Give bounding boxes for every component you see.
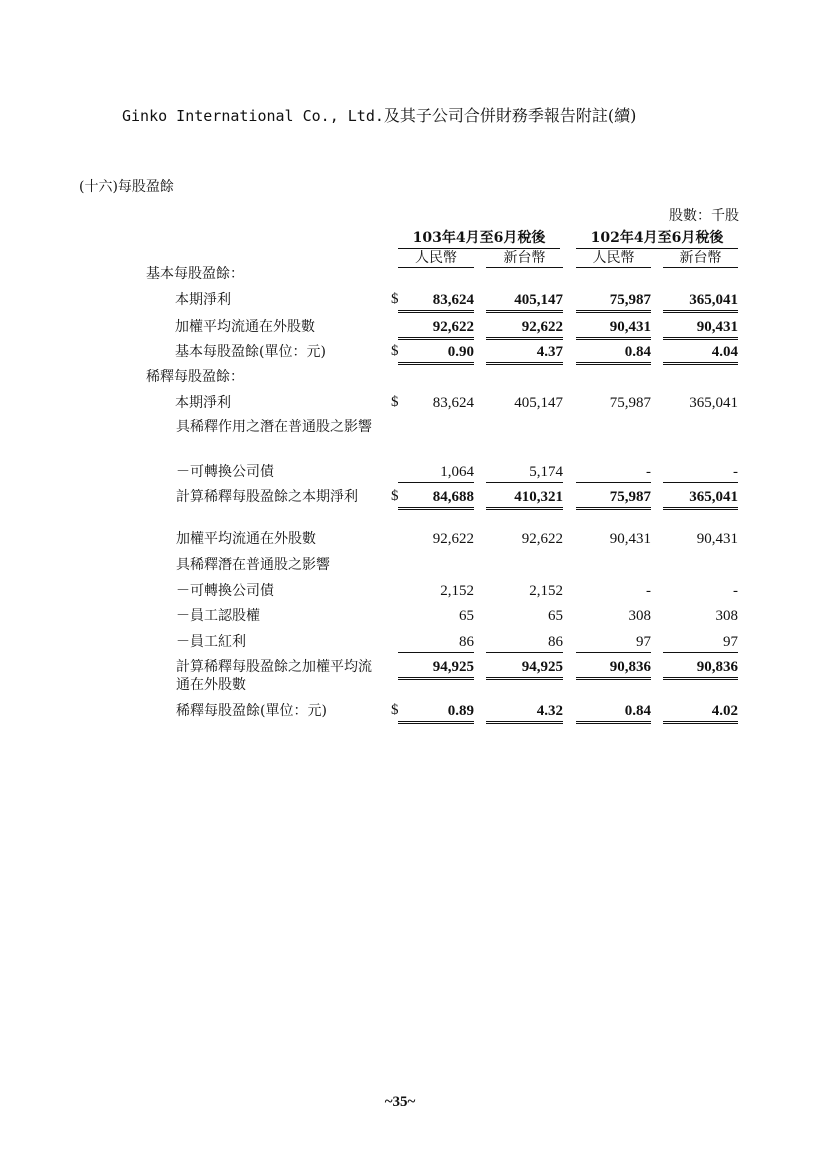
value-cell: 365,041 xyxy=(663,291,738,313)
row-label: 加權平均流通在外股數 xyxy=(176,531,316,547)
row-label: 稀釋每股盈餘： xyxy=(146,369,244,385)
row-label: 基本每股盈餘： xyxy=(146,266,244,282)
value-cell: 75,987 xyxy=(609,395,651,411)
value-cell: 65 xyxy=(459,608,474,624)
table-row xyxy=(0,556,827,578)
row-label: 本期淨利 xyxy=(175,292,231,308)
value-cell: 0.90 xyxy=(398,343,474,365)
period-header-103: 103年4月至6月稅後 xyxy=(398,227,560,249)
col-header-twd-102: 新台幣 xyxy=(663,247,738,268)
value-cell: 4.02 xyxy=(663,702,738,724)
col-header-rmb-102: 人民幣 xyxy=(576,247,651,268)
table-row xyxy=(0,658,827,693)
value-cell: - xyxy=(646,583,651,599)
period-header-102: 102年4月至6月稅後 xyxy=(576,227,738,249)
row-label: 稀釋每股盈餘(單位：元) xyxy=(176,703,327,719)
currency-symbol: $ xyxy=(391,488,399,504)
value-cell: 86 xyxy=(486,633,563,653)
row-label: 基本每股盈餘(單位：元) xyxy=(175,344,326,360)
value-cell: 65 xyxy=(548,608,563,624)
currency-symbol: $ xyxy=(391,343,399,359)
value-cell: 90,431 xyxy=(696,531,738,547)
table-row xyxy=(0,291,827,313)
row-label: －可轉換公司債 xyxy=(176,583,274,599)
table-row xyxy=(0,633,827,655)
value-cell: 90,836 xyxy=(576,658,651,680)
table-row xyxy=(0,530,827,552)
row-label: 計算稀釋每股盈餘之本期淨利 xyxy=(176,489,358,505)
value-cell: - xyxy=(663,463,738,483)
value-cell: 75,987 xyxy=(576,291,651,313)
value-cell: 92,622 xyxy=(486,318,563,340)
value-cell: 4.37 xyxy=(486,343,563,365)
value-cell: 90,431 xyxy=(663,318,738,340)
row-label: 計算稀釋每股盈餘之加權平均流通在外股數 xyxy=(176,659,372,693)
value-cell: 97 xyxy=(663,633,738,653)
currency-symbol: $ xyxy=(391,291,399,307)
value-cell: 90,431 xyxy=(576,318,651,340)
company-name-en: Ginko International Co., Ltd. xyxy=(122,107,384,125)
value-cell: 405,147 xyxy=(514,395,563,411)
value-cell: - xyxy=(576,463,651,483)
row-label: 加權平均流通在外股數 xyxy=(175,319,315,335)
row-label: －可轉換公司債 xyxy=(176,464,274,480)
value-cell: 4.32 xyxy=(486,702,563,724)
value-cell: 308 xyxy=(715,608,738,624)
value-cell: 1,064 xyxy=(398,463,474,483)
table-row xyxy=(0,607,827,629)
value-cell: 83,624 xyxy=(398,291,474,313)
value-cell: 83,624 xyxy=(432,395,474,411)
table-row xyxy=(0,394,827,416)
report-title-zh: 及其子公司合併財務季報告附註(續) xyxy=(383,106,637,125)
table-row xyxy=(0,368,827,390)
value-cell: 90,836 xyxy=(663,658,738,680)
page-number: ~35~ xyxy=(384,1094,416,1110)
row-label: －員工認股權 xyxy=(176,608,260,624)
value-cell: 75,987 xyxy=(576,488,651,510)
value-cell: 2,152 xyxy=(440,583,474,599)
value-cell: 5,174 xyxy=(486,463,563,483)
row-label: 本期淨利 xyxy=(175,395,231,411)
value-cell: 92,622 xyxy=(398,318,474,340)
value-cell: 308 xyxy=(628,608,651,624)
currency-symbol: $ xyxy=(391,702,399,718)
col-header-twd-103: 新台幣 xyxy=(486,247,563,268)
value-cell: 0.89 xyxy=(398,702,474,724)
section-title: (十六)每股盈餘 xyxy=(79,179,174,195)
table-row xyxy=(0,702,827,724)
value-cell: 92,622 xyxy=(432,531,474,547)
unit-note: 股數：千股 xyxy=(669,208,739,224)
col-header-rmb-103: 人民幣 xyxy=(398,247,474,268)
value-cell: - xyxy=(733,583,738,599)
value-cell: 365,041 xyxy=(689,395,738,411)
table-row xyxy=(0,418,827,440)
value-cell: 4.04 xyxy=(663,343,738,365)
value-cell: 90,431 xyxy=(609,531,651,547)
value-cell: 0.84 xyxy=(576,702,651,724)
value-cell: 405,147 xyxy=(486,291,563,313)
value-cell: 365,041 xyxy=(663,488,738,510)
value-cell: 2,152 xyxy=(529,583,563,599)
row-label: 具稀釋潛在普通股之影響 xyxy=(176,557,330,573)
table-row xyxy=(0,318,827,340)
value-cell: 84,688 xyxy=(398,488,474,510)
table-row xyxy=(0,582,827,604)
value-cell: 86 xyxy=(398,633,474,653)
currency-symbol: $ xyxy=(391,394,399,410)
report-header xyxy=(122,103,636,126)
value-cell: 410,321 xyxy=(486,488,563,510)
table-row xyxy=(0,463,827,485)
row-label: 具稀釋作用之潛在普通股之影響 xyxy=(176,419,372,435)
value-cell: 97 xyxy=(576,633,651,653)
table-row xyxy=(0,488,827,510)
value-cell: 94,925 xyxy=(486,658,563,680)
value-cell: 94,925 xyxy=(398,658,474,680)
table-row xyxy=(0,343,827,365)
row-label: －員工紅利 xyxy=(176,634,246,650)
value-cell: 0.84 xyxy=(576,343,651,365)
value-cell: 92,622 xyxy=(521,531,563,547)
table-row xyxy=(0,265,827,287)
